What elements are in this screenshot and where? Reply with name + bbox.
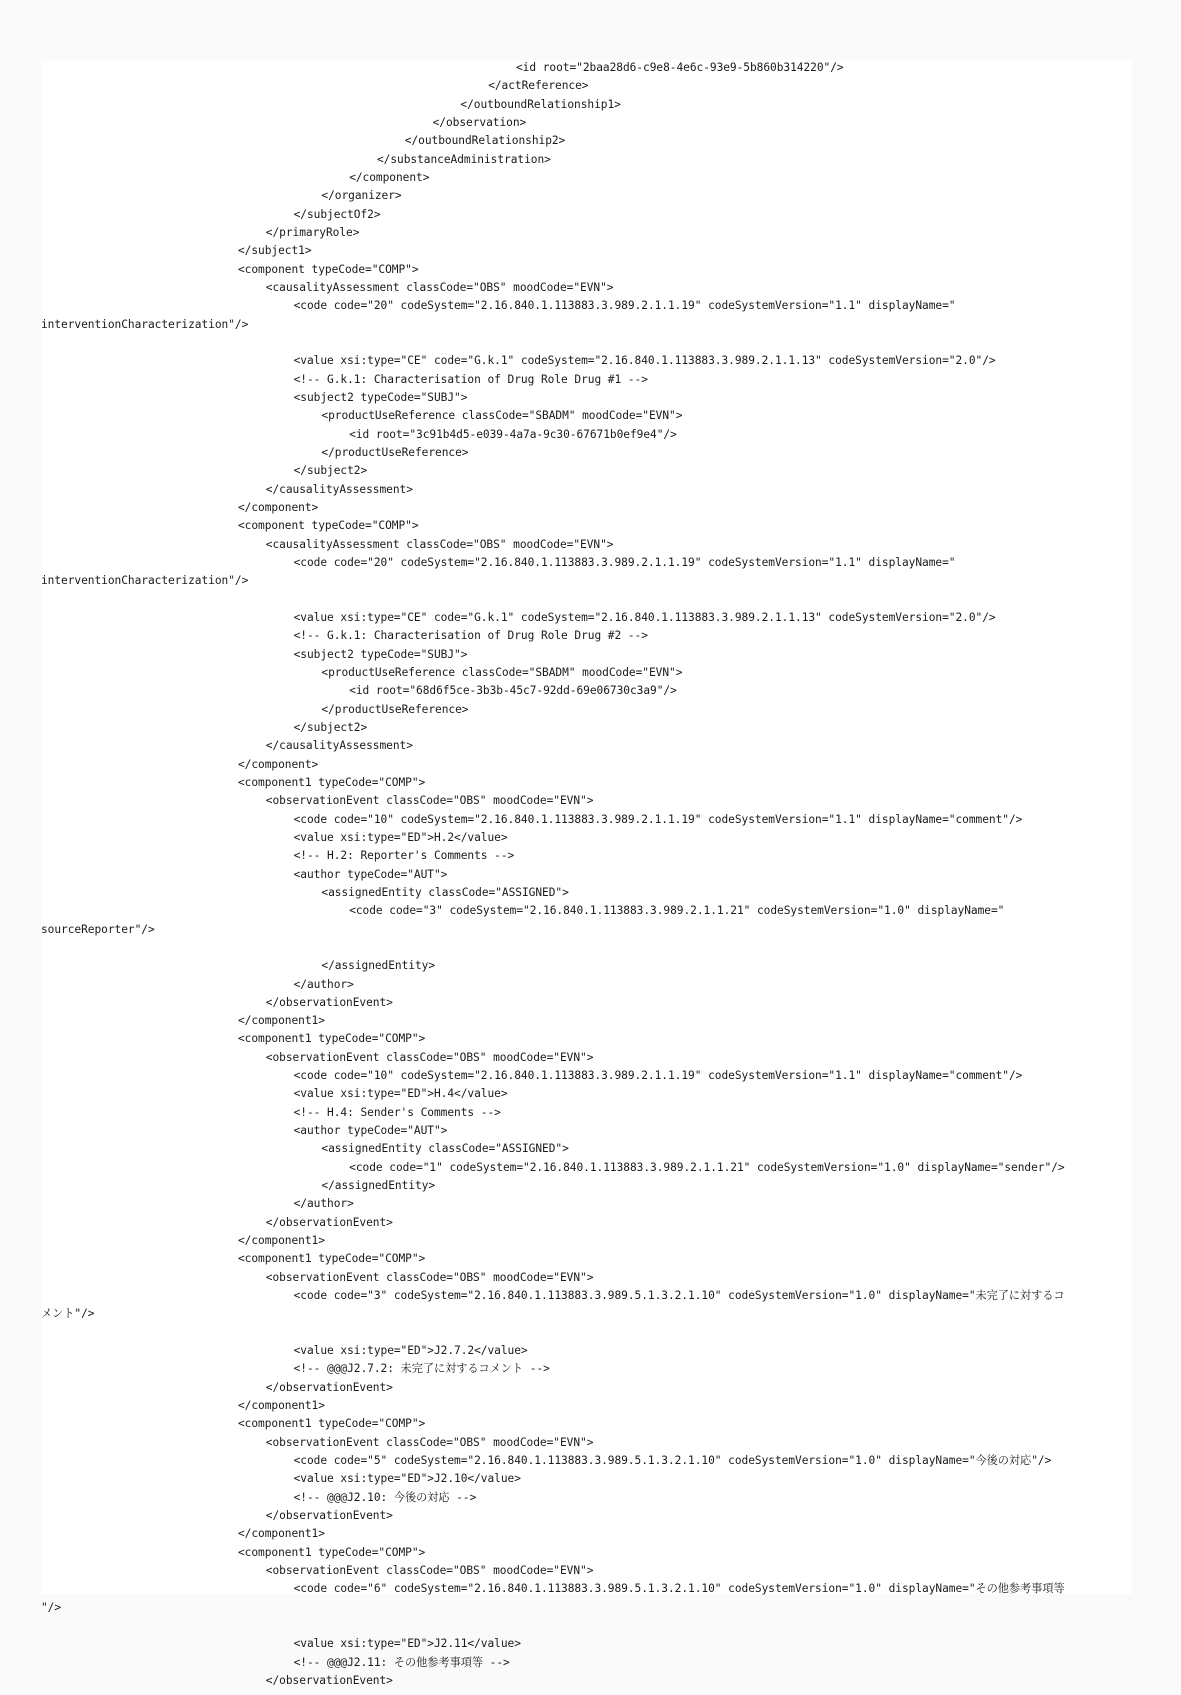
code-line: <code code="1" codeSystem="2.16.840.1.113883.3.989.2.1.1.21" codeSystemVersion="1.0" displayName="sender"/> [349,1160,1065,1174]
code-line: <!-- G.k.1: Characterisation of Drug Role Drug #1 --> [293,372,648,386]
code-line: </observationEvent> [265,1215,393,1229]
code-line: </causalityAssessment> [265,482,413,496]
code-line: <productUseReference classCode="SBADM" moodCode="EVN"> [321,409,683,423]
code-line: <!-- G.k.1: Characterisation of Drug Role Drug #2 --> [293,629,648,643]
code-line: <!-- @@@J2.11: その他参考事項等 --> [293,1655,510,1669]
code-line: </component1> [238,1527,325,1541]
code-line: <author typeCode="AUT"> [293,1124,448,1138]
code-line: </productUseReference> [321,445,469,459]
code-line: <assignedEntity classCode="ASSIGNED"> [321,1142,569,1156]
code-line: <!-- H.4: Sender's Comments --> [293,1105,501,1119]
code-line: <productUseReference classCode="SBADM" moodCode="EVN"> [321,665,683,679]
code-line: <subject2 typeCode="SUBJ"> [293,390,468,404]
code-line: </component1> [238,1234,325,1248]
code-line: </outboundRelationship1> [460,97,621,111]
code-line: </component1> [238,1399,325,1413]
code-line: </assignedEntity> [321,1179,436,1193]
code-line: <author typeCode="AUT"> [293,867,448,881]
code-line: <component1 typeCode="COMP"> [238,775,426,789]
code-line: <!-- @@@J2.7.2: 未完了に対するコメント --> [293,1362,550,1376]
code-line: </observationEvent> [265,1380,393,1394]
code-line-wrapped: interventionCharacterization"/> [41,574,249,588]
code-line: </observationEvent> [265,1509,393,1523]
code-line: </component> [238,500,319,514]
code-line: <code code="3" codeSystem="2.16.840.1.113883.3.989.5.1.3.2.1.10" codeSystemVersion="1.0" displayName="未完了に対するコ [293,1289,1065,1303]
code-line: </subjectOf2> [293,207,381,221]
code-line: <component1 typeCode="COMP"> [238,1545,426,1559]
code-line: </observation> [432,115,527,129]
code-line: <!-- @@@J2.10: 今後の対応 --> [293,1490,477,1504]
code-line: </component> [349,170,430,184]
code-line: <id root="3c91b4d5-e039-4a7a-9c30-67671b0ef9e4"/> [349,427,677,441]
code-line: <subject2 typeCode="SUBJ"> [293,647,468,661]
code-line: <observationEvent classCode="OBS" moodCode="EVN"> [265,1050,594,1064]
code-line: <value xsi:type="ED">J2.7.2</value> [293,1344,528,1358]
code-line: </subject1> [238,244,312,258]
code-line: <observationEvent classCode="OBS" moodCode="EVN"> [265,794,594,808]
code-line-wrapped: interventionCharacterization"/> [41,317,249,331]
code-line: <!-- H.2: Reporter's Comments --> [293,849,515,863]
code-line: <assignedEntity classCode="ASSIGNED"> [321,885,569,899]
code-line: <code code="20" codeSystem="2.16.840.1.113883.3.989.2.1.1.19" codeSystemVersion="1.1" displayName=" [293,299,956,313]
code-line: <code code="20" codeSystem="2.16.840.1.113883.3.989.2.1.1.19" codeSystemVersion="1.1" displayName=" [293,555,956,569]
code-line: <component1 typeCode="COMP"> [238,1032,426,1046]
code-line: <code code="6" codeSystem="2.16.840.1.113883.3.989.5.1.3.2.1.10" codeSystemVersion="1.0" displayName="その他参考事項等 [293,1582,1065,1596]
code-line: <id root="2baa28d6-c9e8-4e6c-93e9-5b860b314220"/> [516,61,844,74]
code-line-wrapped: "/> [41,1600,62,1614]
code-line: <value xsi:type="CE" code="G.k.1" codeSystem="2.16.840.1.113883.3.989.2.1.1.13" codeSystemVersion="2.0"/> [293,610,996,624]
code-line: </assignedEntity> [321,959,436,973]
code-line-wrapped: メント"/> [41,1307,95,1321]
code-line: </observationEvent> [265,995,393,1009]
code-line: <code code="5" codeSystem="2.16.840.1.113883.3.989.5.1.3.2.1.10" codeSystemVersion="1.0" displayName="今後の対応"/> [293,1454,1052,1468]
code-line: <value xsi:type="CE" code="G.k.1" codeSystem="2.16.840.1.113883.3.989.2.1.1.13" codeSystemVersion="2.0"/> [293,354,996,368]
code-line: </organizer> [321,189,402,203]
code-line: <component1 typeCode="COMP"> [238,1252,426,1266]
code-line: <value xsi:type="ED">H.2</value> [293,830,508,844]
code-line: <causalityAssessment classCode="OBS" moodCode="EVN"> [265,280,614,294]
code-line: </subject2> [293,464,368,478]
code-line: <value xsi:type="ED">H.4</value> [293,1087,508,1101]
code-line: <value xsi:type="ED">J2.10</value> [293,1472,521,1486]
code-line: <id root="68d6f5ce-3b3b-45c7-92dd-69e06730c3a9"/> [349,684,677,698]
code-line: </substanceAdministration> [377,152,551,166]
code-line: </primaryRole> [265,225,360,239]
code-line: <value xsi:type="ED">J2.11</value> [293,1637,521,1651]
code-line: <observationEvent classCode="OBS" moodCode="EVN"> [265,1435,594,1449]
code-line: <observationEvent classCode="OBS" moodCode="EVN"> [265,1564,594,1578]
code-line: </actReference> [488,79,589,93]
code-line: <causalityAssessment classCode="OBS" moodCode="EVN"> [265,537,614,551]
code-line: <code code="3" codeSystem="2.16.840.1.113883.3.989.2.1.1.21" codeSystemVersion="1.0" displayName=" [349,904,1005,918]
code-line: </observationEvent> [265,1674,393,1688]
code-line: </subject2> [293,720,368,734]
code-line-wrapped: sourceReporter"/> [41,922,155,936]
code-line: <code code="10" codeSystem="2.16.840.1.113883.3.989.2.1.1.19" codeSystemVersion="1.1" displayName="comment"/> [293,1069,1023,1083]
code-line: </component> [238,757,319,771]
document-page [41,60,1132,1688]
code-line: <component typeCode="COMP"> [238,519,419,533]
code-line: </component1> [238,1014,325,1028]
code-line: </productUseReference> [321,702,469,716]
code-line: </outboundRelationship2> [404,134,566,148]
code-line: <observationEvent classCode="OBS" moodCode="EVN"> [265,1270,594,1284]
code-line: </author> [293,1197,354,1211]
code-line: <code code="10" codeSystem="2.16.840.1.113883.3.989.2.1.1.19" codeSystemVersion="1.1" displayName="comment"/> [293,812,1023,826]
code-line: </author> [293,977,354,991]
code-line: </causalityAssessment> [265,739,413,753]
code-line: <component1 typeCode="COMP"> [238,1417,426,1431]
code-line: <component typeCode="COMP"> [238,262,419,276]
